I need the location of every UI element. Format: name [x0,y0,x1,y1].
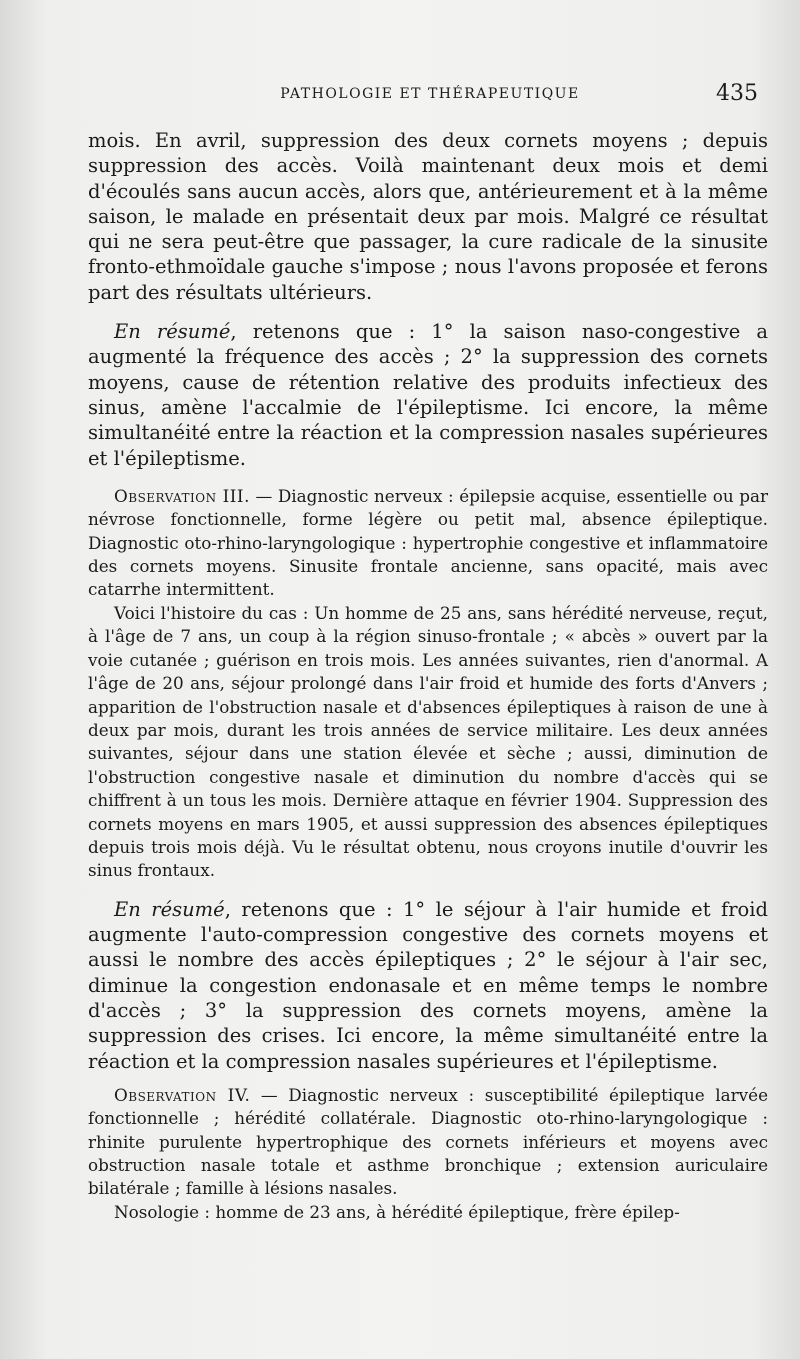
summary-lead: En résumé [114,897,225,921]
observation-3-text: — Diagnostic nerveux : épilepsie acquise, essentielle ou par névrose fonctionnelle, forme légère ou petit mal, absence épileptique. Diagnostic oto-rhino-laryngologique : hypertrophie congestive et inflammatoire des cornets moyens. Sinusite frontale ancienne, sans opacité, mais avec catarrhe intermittent. [88,485,768,600]
observation-4 [88,1084,768,1201]
paragraph-continuation: mois. En avril, suppression des deux cornets moyens ; depuis suppression des accès. Voilà maintenant deux mois et demi d'écoulés sans aucun accès, alors que, antérieurement et à la même saison, le malade en présentait deux par mois. Malgré ce résultat qui ne sera peut-être que passager, la cure radicale de la sinusite fronto-ethmoïdale gauche s'impose ; nous l'avons proposée et ferons part des résultats ultérieurs. [88,129,768,304]
page-header [90,81,770,108]
page-body [88,128,768,1224]
nosology-paragraph: Nosologie : homme de 23 ans, à hérédité épileptique, frère épilep- [114,1201,680,1222]
observation-3-label: Observation III. [114,485,250,506]
observation-3 [88,485,768,602]
summary-text: , retenons que : 1° le séjour à l'air humide et froid augmente l'auto-compression congestive des cornets moyens et aussi le nombre des accès épileptiques ; 2° le séjour à l'air sec, diminue la congestion endonasale et en même temps le nombre d'accès ; 3° la suppression des cornets moyens, amène la suppression des crises. Ici encore, la même simultanéité entre la réaction et la compression nasales supérieures et l'épileptisme. [88,897,769,1073]
running-title: PATHOLOGIE ET THÉRAPEUTIQUE [280,86,580,102]
paragraph-summary-1 [88,319,768,471]
observation-4-label: Observation IV. [114,1084,251,1105]
paragraph-summary-2 [88,897,768,1074]
summary-text: , retenons que : 1° la saison naso-congestive a augmenté la fréquence des accès ; 2° la suppression des cornets moyens, cause de rétention relative des produits infectieux des sinus, amène l'accalmie de l'épileptisme. Ici encore, la même simultanéité entre la réaction et la compression nasales supérieures et l'épileptisme. [88,320,768,470]
observation-4-text: — Diagnostic nerveux : susceptibilité épileptique larvée fonctionnelle ; hérédité collatérale. Diagnostic oto-rhino-laryngologique : rhinite purulente hypertrophique des cornets inférieurs et moyens avec obstruction nasale totale et asthme bronchique ; extension auriculaire bilatérale ; famille à lésions nasales. [88,1084,769,1199]
case-history: Voici l'histoire du cas : Un homme de 25 ans, sans hérédité nerveuse, reçut, à l'âge de 7 ans, un coup à la région sinuso-frontale ; « abcès » ouvert par la voie cutanée ; guérison en trois mois. Les années suivantes, rien d'anormal. A l'âge de 20 ans, séjour prolongé dans l'air froid et humide des forts d'Anvers ; apparition de l'obstruction nasale et d'absences épileptiques à raison de une à deux par mois, durant les trois années de service militaire. Les deux années suivantes, séjour dans une station élevée et sèche ; aussi, diminution de l'obstruction congestive nasale et diminution du nombre d'accès qui se chiffrent à un tous les mois. Dernière attaque en février 1904. Suppression des cornets moyens en mars 1905, et aussi suppression des absences épileptiques depuis trois mois déjà. Vu le résultat obtenu, nous croyons inutile d'ouvrir les sinus frontaux. [88,602,768,881]
page-number: 435 [716,81,758,106]
summary-lead: En résumé [114,320,231,344]
